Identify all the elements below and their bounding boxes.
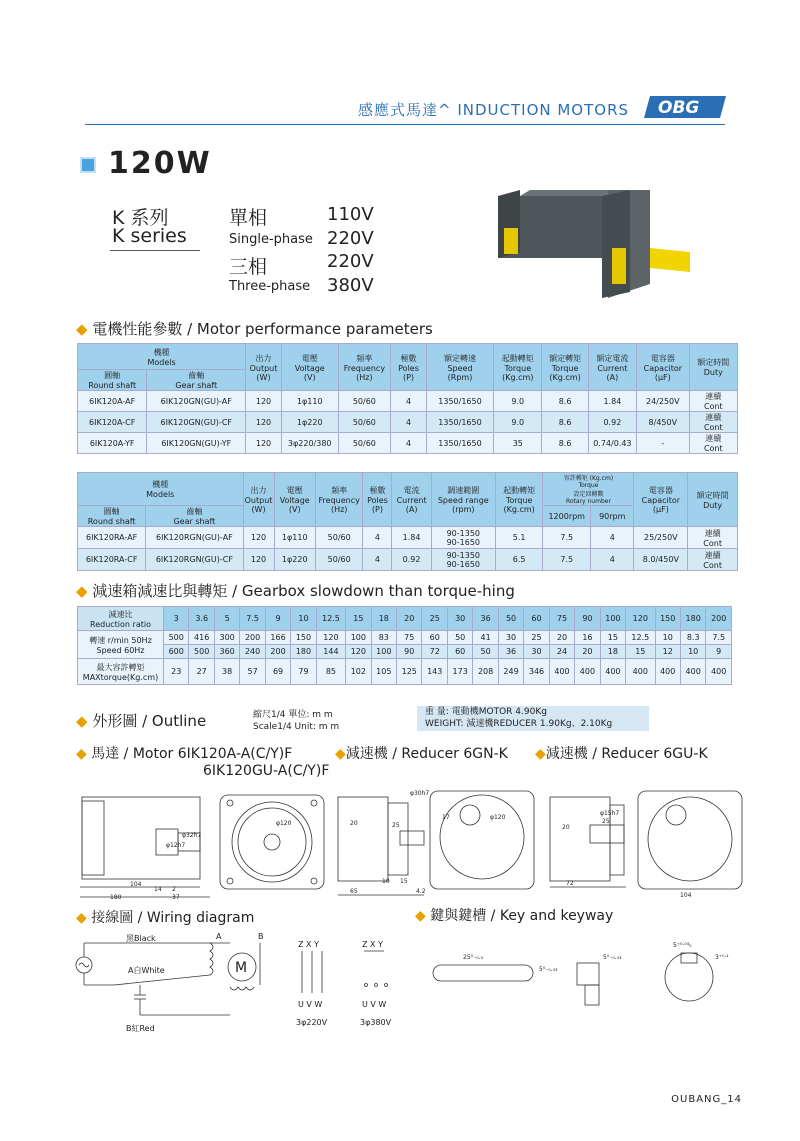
t1-cell: 120 — [246, 412, 282, 433]
dim-r-42: 4.2 — [416, 888, 426, 895]
t3-ratios-cell: 3.6 — [189, 607, 214, 631]
t2-cell: 25/250V — [634, 527, 688, 549]
t1-cell: 9.0 — [494, 391, 542, 412]
dim-r-10: 10 — [382, 878, 390, 885]
speed-control-table — [77, 472, 738, 571]
t3-torque-cell: 400 — [655, 659, 680, 685]
t1-cell: 8.6 — [542, 433, 588, 454]
weight-box — [417, 706, 649, 731]
t2-h-duty: 額定時間 Duty — [688, 473, 738, 527]
t1-h-start: 起動轉矩 Torque (Kg.cm) — [494, 344, 542, 391]
t3-speed60-cell: 36 — [498, 645, 523, 659]
t2-cell: 4 — [591, 549, 634, 571]
t1-cell: 連續 Cont — [689, 391, 737, 412]
section-performance-label: 電機性能參數 / Motor performance parameters — [92, 320, 433, 338]
section-gearbox — [76, 580, 515, 601]
wire-white-label: A白White — [128, 966, 165, 975]
t3-speed50-cell: 416 — [189, 631, 214, 645]
t2-h-gear: 齒軸 Gear shaft — [146, 506, 243, 527]
t1-h-cap: 電容器 Capacitor (μF) — [637, 344, 690, 391]
t3-ratios-cell: 90 — [575, 607, 600, 631]
logo-text: OBG — [658, 98, 700, 118]
t3-torque-cell: 400 — [549, 659, 574, 685]
t2-cell: 4 — [591, 527, 634, 549]
t3-speed50-cell: 30 — [498, 631, 523, 645]
diamond-icon: ◆ — [535, 746, 546, 762]
t1-cell: 6IK120GN(GU)-AF — [147, 391, 246, 412]
t3-speed50-cell: 120 — [316, 631, 345, 645]
key-h: 5⁰₋₀.₀₃ — [603, 954, 622, 961]
t1-cell: 6IK120GN(GU)-CF — [147, 412, 246, 433]
dim-r-phi30: φ30h7 — [410, 790, 430, 797]
t3-speed50-cell: 100 — [346, 631, 371, 645]
t1-cell: 8/450V — [637, 412, 690, 433]
t3-torque-cell: 38 — [214, 659, 239, 685]
t2-cell: 4 — [363, 549, 392, 571]
t2-cell: 90-1350 90-1650 — [431, 527, 495, 549]
t3-speed60-cell: 144 — [316, 645, 345, 659]
t3-speed60-cell: 12 — [655, 645, 680, 659]
t3-ratios-cell: 50 — [498, 607, 523, 631]
t1-cell: 50/60 — [338, 391, 391, 412]
t3-ratios-cell: 18 — [371, 607, 396, 631]
t1-cell: 連續 Cont — [689, 412, 737, 433]
dim-m-phi12: φ12h7 — [166, 842, 186, 849]
t2-cell: 0.92 — [392, 549, 431, 571]
motor-photo — [490, 188, 700, 300]
t3-speed50-cell: 41 — [473, 631, 498, 645]
wire-black-label: 黑Black — [126, 934, 156, 943]
t1-cell: 50/60 — [338, 412, 391, 433]
t3-torque-cell: 69 — [265, 659, 290, 685]
t3-speed60-cell: 10 — [680, 645, 705, 659]
t1-cell: 1.84 — [588, 391, 636, 412]
t3-ratios-cell: 120 — [626, 607, 655, 631]
t3-speed50-cell: 500 — [164, 631, 189, 645]
page-footer: OUBANG_14 — [671, 1094, 742, 1105]
dim-u-72: 72 — [566, 880, 574, 887]
t1-h-poles: 極數 Poles (P) — [391, 344, 427, 391]
label-reducer-gu-text: 減速機 / Reducer 6GU-K — [545, 746, 708, 762]
t2-cell: 6IK120RGN(GU)-AF — [146, 527, 243, 549]
t2-h-voltage: 電壓 Voltage (V) — [274, 473, 315, 527]
t2-h-cap: 電容器 Capacitor (μF) — [634, 473, 688, 527]
uvw-380: U V W — [362, 1000, 387, 1009]
three-volt-2: 380V — [327, 275, 374, 296]
series-underline — [110, 250, 200, 251]
label-reducer-gn — [335, 743, 508, 763]
v220-label: 3φ220V — [296, 1018, 328, 1027]
section-performance — [76, 318, 433, 339]
t3-torque-cell: 23 — [164, 659, 189, 685]
dim-u-phi15: φ15h7 — [600, 810, 620, 817]
label-motor-text: 馬達 / Motor 6IK120A-A(C/Y)F — [91, 746, 293, 762]
header-title: 感應式馬達^ INDUCTION MOTORS — [358, 101, 630, 119]
t1-h-gear: 齒軸 Gear shaft — [147, 370, 246, 391]
single-volt-2: 220V — [327, 228, 374, 249]
three-phase-cn: 三相 — [229, 256, 268, 278]
model-title: 120W — [108, 146, 212, 181]
t2-cell: 120 — [243, 527, 274, 549]
t3-h-ratio: 減速比 Reduction ratio — [78, 607, 164, 631]
t2-cell: 1φ220 — [274, 549, 315, 571]
t3-ratios-cell: 150 — [655, 607, 680, 631]
label-reducer-gn-text: 減速機 / Reducer 6GN-K — [345, 746, 508, 762]
single-phase-en: Single-phase — [229, 232, 313, 247]
t2-h-range: 調速範圍 Speed range (rpm) — [431, 473, 495, 527]
t3-speed50-cell: 8.3 — [680, 631, 705, 645]
dim-u-25: 25 — [602, 818, 610, 825]
t1-cell: 9.0 — [494, 412, 542, 433]
t2-h-allow: 容許轉矩 (Kg.cm) Torque 設定回轉數 Rotary number — [543, 473, 634, 506]
t2-cell: 1φ110 — [274, 527, 315, 549]
wire-m-label: M — [235, 960, 248, 976]
diamond-icon: ◆ — [76, 320, 93, 338]
t2-cell: 50/60 — [315, 527, 363, 549]
t1-h-output: 出力 Output (W) — [246, 344, 282, 391]
dim-r-17: 17 — [442, 814, 450, 821]
t1-cell: 連續 Cont — [689, 433, 737, 454]
series-en: K series — [112, 225, 187, 247]
dim-r-25: 25 — [392, 822, 400, 829]
model-marker-icon — [80, 157, 96, 173]
t3-speed50-cell: 7.5 — [706, 631, 732, 645]
dim-m-37: 37 — [172, 894, 180, 901]
diamond-icon: ◆ — [76, 712, 93, 730]
t3-h-speed: 轉速 r/min 50Hz Speed 60Hz — [78, 631, 164, 659]
t3-torque-cell: 102 — [346, 659, 371, 685]
t3-ratios-cell: 15 — [346, 607, 371, 631]
t3-speed50-cell: 12.5 — [626, 631, 655, 645]
t1-h-current: 額定電流 Current (A) — [588, 344, 636, 391]
t3-torque-cell: 85 — [316, 659, 345, 685]
dim-r-120: φ120 — [490, 814, 506, 821]
label-motor — [76, 743, 292, 763]
t3-speed50-cell: 20 — [549, 631, 574, 645]
t2-cell: 7.5 — [543, 549, 591, 571]
t1-h-voltage: 電壓 Voltage (V) — [281, 344, 338, 391]
t3-ratios-cell: 60 — [524, 607, 549, 631]
t3-speed60-cell: 72 — [422, 645, 447, 659]
t1-cell: 35 — [494, 433, 542, 454]
t3-torque-cell: 105 — [371, 659, 396, 685]
t1-h-models: 機種 Models — [78, 344, 246, 370]
key-w: 5⁰₋₀.₀₃ — [539, 966, 558, 973]
t1-cell: 4 — [391, 412, 427, 433]
t1-h-round: 圓軸 Round shaft — [78, 370, 147, 391]
t1-cell: 120 — [246, 433, 282, 454]
t2-cell: 5.1 — [495, 527, 543, 549]
t1-cell: 1350/1650 — [426, 412, 493, 433]
t3-torque-cell: 400 — [680, 659, 705, 685]
uvw-220: U V W — [298, 1000, 323, 1009]
zxy-220: Z X Y — [298, 940, 319, 949]
t2-h-round: 圓軸 Round shaft — [78, 506, 146, 527]
single-phase-cn: 單相 — [229, 207, 268, 229]
wire-red-label: B紅Red — [126, 1024, 155, 1033]
section-wiring — [76, 907, 254, 927]
t3-ratios-cell: 75 — [549, 607, 574, 631]
t2-h-models: 機種 Models — [78, 473, 244, 506]
t1-cell: 1φ110 — [281, 391, 338, 412]
t3-speed60-cell: 30 — [524, 645, 549, 659]
t1-cell: 0.92 — [588, 412, 636, 433]
t3-ratios-cell: 25 — [422, 607, 447, 631]
t1-cell: 1350/1650 — [426, 391, 493, 412]
scale-line-1: 縮尺1/4 單位: m m — [253, 710, 333, 720]
t1-cell: 6IK120A-AF — [78, 391, 147, 412]
t3-speed50-cell: 16 — [575, 631, 600, 645]
t3-ratios-cell: 3 — [164, 607, 189, 631]
t3-speed50-cell: 60 — [422, 631, 447, 645]
t3-torque-cell: 27 — [189, 659, 214, 685]
performance-table — [77, 343, 738, 454]
t3-ratios-cell: 180 — [680, 607, 705, 631]
t1-cell: 24/250V — [637, 391, 690, 412]
scale-line-2: Scale1/4 Unit: m m — [253, 722, 340, 732]
gearbox-table — [77, 606, 732, 685]
weight-line-1: 重 量: 電動機MOTOR 4.90Kg — [425, 707, 547, 717]
t2-cell: 連續 Cont — [688, 549, 738, 571]
section-wiring-label: 接線圖 / Wiring diagram — [91, 910, 255, 926]
t3-ratios-cell: 9 — [265, 607, 290, 631]
t1-cell: 4 — [391, 433, 427, 454]
diamond-icon: ◆ — [76, 910, 92, 926]
three-volt-1: 220V — [327, 251, 374, 272]
t3-speed50-cell: 150 — [291, 631, 316, 645]
dim-r-15: 15 — [400, 878, 408, 885]
t3-speed60-cell: 18 — [600, 645, 625, 659]
series-cn: K 系列 — [112, 207, 169, 229]
table-row — [78, 391, 738, 412]
t3-speed60-cell: 180 — [291, 645, 316, 659]
wire-a-label: A — [216, 932, 222, 941]
section-gearbox-label: 減速箱減速比與轉矩 / Gearbox slowdown than torque-hing — [92, 582, 515, 600]
keyway-d: 3⁺⁰·¹ — [715, 954, 729, 961]
t1-h-rated: 額定轉矩 Torque (Kg.cm) — [542, 344, 588, 391]
t1-cell: 1φ220 — [281, 412, 338, 433]
dim-r-20: 20 — [350, 820, 358, 827]
t3-ratios-cell: 12.5 — [316, 607, 345, 631]
t3-speed60-cell: 15 — [626, 645, 655, 659]
t2-cell: 6IK120RGN(GU)-CF — [146, 549, 243, 571]
t3-torque-cell: 57 — [240, 659, 265, 685]
diamond-icon: ◆ — [76, 582, 93, 600]
dim-m-104: 104 — [130, 881, 142, 888]
t3-torque-cell: 79 — [291, 659, 316, 685]
t3-torque-cell: 125 — [397, 659, 422, 685]
table-row — [78, 549, 738, 571]
t3-ratios-cell: 7.5 — [240, 607, 265, 631]
t1-cell: 4 — [391, 391, 427, 412]
t3-speed60-cell: 600 — [164, 645, 189, 659]
t1-cell: - — [637, 433, 690, 454]
t3-speed50-cell: 300 — [214, 631, 239, 645]
section-key — [415, 905, 613, 925]
t3-ratios-cell: 5 — [214, 607, 239, 631]
brand-logo — [642, 92, 730, 122]
section-key-label: 鍵與鍵槽 / Key and keyway — [430, 908, 614, 924]
weight-line-2: WEIGHT: 減速機REDUCER 1.90Kg、2.10Kg — [425, 719, 613, 729]
t3-speed60-cell: 60 — [447, 645, 472, 659]
t2-h-poles: 極數 Poles (P) — [363, 473, 392, 527]
t3-ratios-cell: 200 — [706, 607, 732, 631]
wire-b-label: B — [258, 932, 264, 941]
dim-m-180: 180 — [110, 894, 122, 901]
key-diagram — [425, 925, 745, 1015]
t3-torque-cell: 173 — [447, 659, 472, 685]
t1-cell: 1350/1650 — [426, 433, 493, 454]
t3-torque-cell: 400 — [626, 659, 655, 685]
t2-cell: 90-1350 90-1650 — [431, 549, 495, 571]
t1-cell: 6IK120A-YF — [78, 433, 147, 454]
table-row — [78, 412, 738, 433]
t3-speed50-cell: 75 — [397, 631, 422, 645]
t3-ratios-cell: 36 — [473, 607, 498, 631]
label-motor-2: 6IK120GU-A(C/Y)F — [203, 763, 330, 779]
t3-speed50-cell: 200 — [240, 631, 265, 645]
t2-h-output: 出力 Output (W) — [243, 473, 274, 527]
t3-speed50-cell: 10 — [655, 631, 680, 645]
t3-speed60-cell: 360 — [214, 645, 239, 659]
outline-drawing — [70, 775, 760, 905]
t3-ratios-cell: 30 — [447, 607, 472, 631]
t3-speed60-cell: 90 — [397, 645, 422, 659]
t3-torque-cell: 143 — [422, 659, 447, 685]
header-divider — [85, 124, 725, 125]
t1-cell: 50/60 — [338, 433, 391, 454]
section-outline-label: 外形圖 / Outline — [92, 712, 207, 730]
section-outline — [76, 710, 206, 731]
diamond-icon: ◆ — [76, 746, 92, 762]
t2-cell: 8.0/450V — [634, 549, 688, 571]
t3-ratios-cell: 100 — [600, 607, 625, 631]
t1-cell: 0.74/0.43 — [588, 433, 636, 454]
t1-h-duty: 額定時間 Duty — [689, 344, 737, 391]
t3-speed50-cell: 15 — [600, 631, 625, 645]
t2-cell: 50/60 — [315, 549, 363, 571]
keyway-w: 5⁺⁰·⁰⁴₀ — [673, 942, 692, 949]
dim-u-104: 104 — [680, 892, 692, 899]
t2-h-1200: 1200rpm — [543, 506, 591, 527]
t3-speed60-cell: 200 — [265, 645, 290, 659]
v380-label: 3φ380V — [360, 1018, 392, 1027]
t2-cell: 4 — [363, 527, 392, 549]
t3-torque-cell: 249 — [498, 659, 523, 685]
table-row — [78, 527, 738, 549]
t1-cell: 8.6 — [542, 391, 588, 412]
t3-speed60-cell: 240 — [240, 645, 265, 659]
t3-torque-cell: 208 — [473, 659, 498, 685]
dim-m-14: 14 — [154, 886, 162, 893]
t1-cell: 6IK120A-CF — [78, 412, 147, 433]
t3-speed50-cell: 83 — [371, 631, 396, 645]
t2-h-90: 90rpm — [591, 506, 634, 527]
t2-cell: 7.5 — [543, 527, 591, 549]
t2-h-start: 起動轉矩 Torque (Kg.cm) — [495, 473, 543, 527]
dim-m-phi32: φ32h7 — [182, 832, 202, 839]
t3-ratios-cell: 10 — [291, 607, 316, 631]
t2-cell: 6.5 — [495, 549, 543, 571]
t2-h-freq: 頻率 Frequency (Hz) — [315, 473, 363, 527]
zxy-380: Z X Y — [362, 940, 383, 949]
t2-h-current: 電流 Current (A) — [392, 473, 431, 527]
t2-cell: 6IK120RA-AF — [78, 527, 146, 549]
t3-speed50-cell: 25 — [524, 631, 549, 645]
t1-h-freq: 頻率 Frequency (Hz) — [338, 344, 391, 391]
table-row — [78, 433, 738, 454]
diamond-icon: ◆ — [415, 908, 431, 924]
t1-cell: 120 — [246, 391, 282, 412]
t3-h-max: 最大容許轉矩 MAXtorque(Kg.cm) — [78, 659, 164, 685]
dim-u-20: 20 — [562, 824, 570, 831]
t1-cell: 6IK120GN(GU)-YF — [147, 433, 246, 454]
dim-m-phi120: φ120 — [276, 820, 292, 827]
t3-speed50-cell: 166 — [265, 631, 290, 645]
t1-cell: 3φ220/380 — [281, 433, 338, 454]
t2-cell: 120 — [243, 549, 274, 571]
t3-speed60-cell: 24 — [549, 645, 574, 659]
t3-torque-cell: 400 — [706, 659, 732, 685]
wiring-diagram — [70, 925, 420, 1040]
t2-cell: 6IK120RA-CF — [78, 549, 146, 571]
t3-speed60-cell: 500 — [189, 645, 214, 659]
t3-torque-cell: 346 — [524, 659, 549, 685]
t3-speed60-cell: 50 — [473, 645, 498, 659]
t3-torque-cell: 400 — [575, 659, 600, 685]
diamond-icon: ◆ — [335, 746, 346, 762]
t3-speed60-cell: 120 — [346, 645, 371, 659]
t3-speed60-cell: 20 — [575, 645, 600, 659]
label-reducer-gu — [535, 743, 708, 763]
three-phase-en: Three-phase — [229, 279, 311, 294]
t3-torque-cell: 400 — [600, 659, 625, 685]
dim-r-65: 65 — [350, 888, 358, 895]
key-len: 25⁰₋₀.₃ — [463, 954, 483, 961]
t3-speed50-cell: 50 — [447, 631, 472, 645]
t3-speed60-cell: 100 — [371, 645, 396, 659]
single-volt-1: 110V — [327, 204, 374, 225]
t1-cell: 8.6 — [542, 412, 588, 433]
t1-h-speed: 額定轉速 Speed (Rpm) — [426, 344, 493, 391]
t3-ratios-cell: 20 — [397, 607, 422, 631]
t2-cell: 1.84 — [392, 527, 431, 549]
t2-cell: 連續 Cont — [688, 527, 738, 549]
dim-m-2: 2 — [172, 886, 176, 893]
t3-speed60-cell: 9 — [706, 645, 732, 659]
